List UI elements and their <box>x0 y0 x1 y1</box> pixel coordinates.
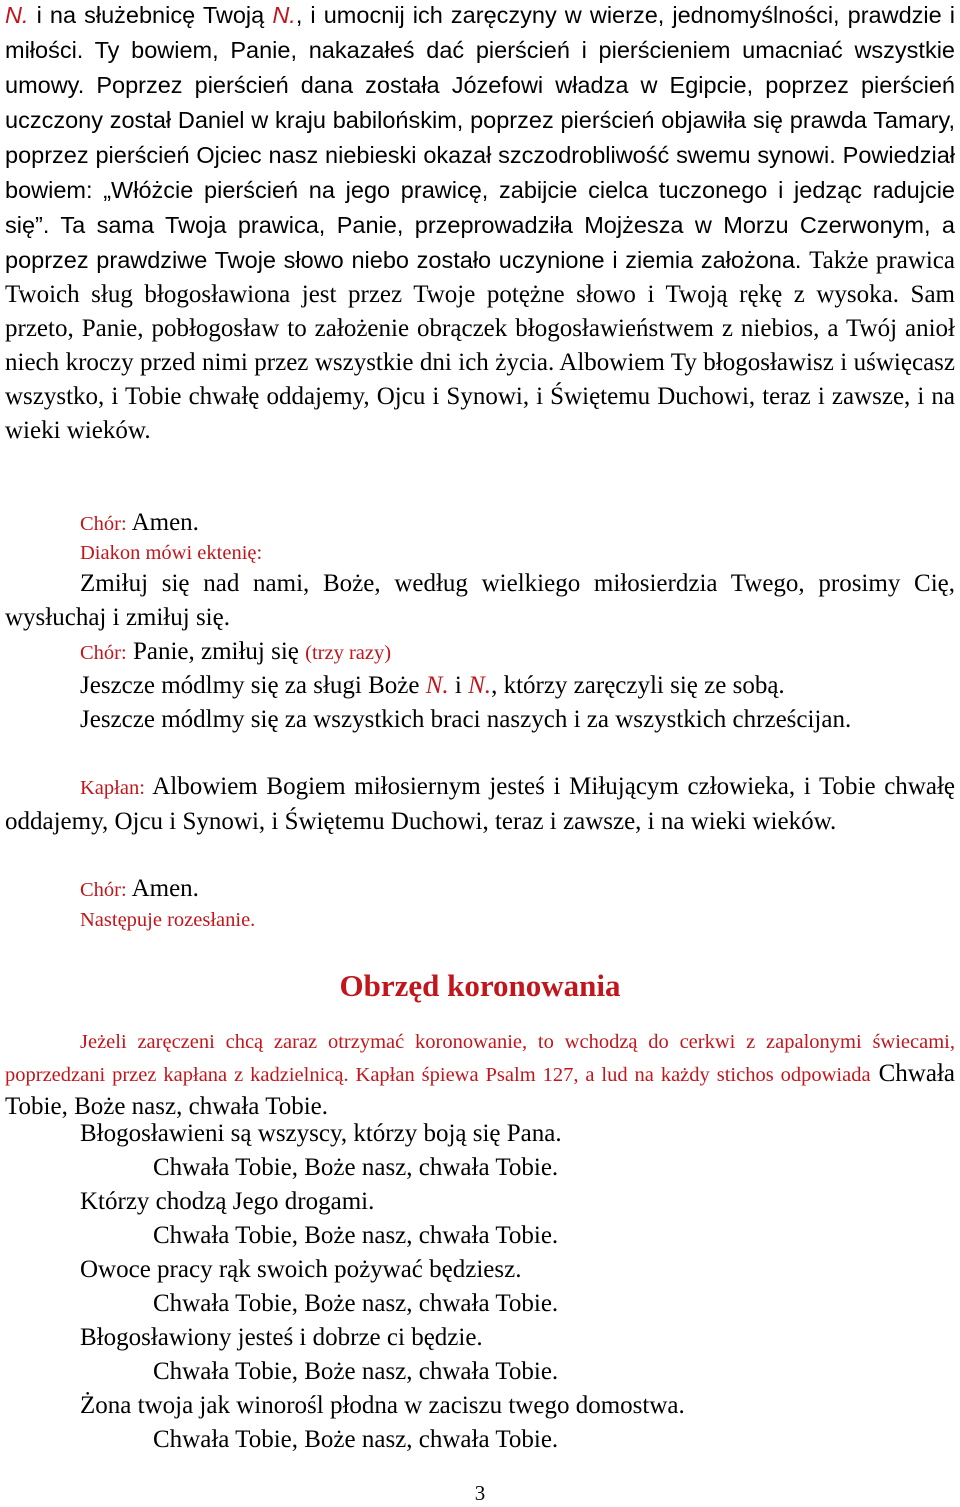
psalm-refrain: Chwała Tobie, Boże nasz, chwała Tobie. <box>153 1426 559 1453</box>
choir-text: Panie, zmiłuj się <box>126 638 306 665</box>
name-placeholder: N. <box>468 672 492 699</box>
psalm-verse: Którzy chodzą Jego drogami. <box>80 1188 375 1215</box>
choir-response <box>80 872 199 907</box>
name-placeholder: N. <box>5 2 29 28</box>
psalm-verse: Żona twoja jak winorośl płodna w zaciszu twego domostwa. <box>80 1392 685 1419</box>
choir-text: Amen. <box>126 875 199 902</box>
prayer-text: Sam przeto, Panie, pobłogosław to założenie obrączek błogosławieństwem z niebios, a Twój anioł niech kroczy przed nimi przez wszystkie dni ich życia. <box>5 281 955 376</box>
psalm-refrain: Chwała Tobie, Boże nasz, chwała Tobie. <box>153 1290 559 1317</box>
page-number: 3 <box>474 1481 486 1505</box>
litany-petition: Zmiłuj się nad nami, Boże, według wielkiego miłosierdzia Twego, prosimy Cię, wysłuchaj i zmiłuj się. <box>5 570 955 631</box>
choir-text: Amen. <box>126 509 199 536</box>
prayer-text: , i umocnij ich zaręczyny w wierze, jednomyślności, prawdzie i miłości. Ty bowiem, Panie, nakazałeś dać pierścień i pierścieniem umacniać wszystkie umowy. <box>5 2 956 98</box>
prayer-text: Poprzez pierścień dana została Józefowi władza w Egipcie, poprzez pierścień uczczony został Daniel w kraju babilońskim, poprzez pierścień objawiła się prawda Tamary, poprzez pierścień Ojciec nasz niebieski okazał szczodrobliwość swemu synowi. Powiedział bowiem: „Włóżcie pierścień na jego prawicę, zabijcie cielca tuczonego i jedząc radujcie się”. <box>5 72 956 238</box>
name-placeholder: N. <box>425 672 449 699</box>
psalm-verse: Błogosławieni są wszyscy, którzy boją się Pana. <box>80 1120 562 1147</box>
prayer-text: i na służebnicę Twoją <box>28 2 273 28</box>
deacon-rubric: Diakon mówi ektenię: <box>80 542 263 564</box>
prayer-text: Albowiem Ty błogosławisz i uświęcasz wszystko, i Tobie chwałę oddajemy, Ojcu i Synowi, i Świętemu Duchowi, teraz i zawsze, i na wieki wieków. <box>5 349 955 444</box>
prayer-paragraph <box>5 0 955 448</box>
section-title: Obrzęd koronowania <box>339 968 621 1003</box>
litany-petition: Jeszcze módlmy się za wszystkich braci naszych i za wszystkich chrześcijan. <box>80 706 852 733</box>
psalm-verse: Owoce pracy rąk swoich pożywać będziesz. <box>80 1256 522 1283</box>
psalm-refrain: Chwała Tobie, Boże nasz, chwała Tobie. <box>153 1222 559 1249</box>
psalm-refrain: Chwała Tobie, Boże nasz, chwała Tobie. <box>153 1358 559 1385</box>
name-placeholder: N. <box>272 2 296 28</box>
repeat-note: (trzy razy) <box>305 642 392 664</box>
litany-petition <box>80 669 785 703</box>
priest-exclamation <box>5 770 955 839</box>
prayer-text: Także prawica Twoich sług błogosławiona jest przez Twoje potężne słowo i Twoją rękę z wysoka. <box>5 247 955 308</box>
psalm-refrain: Chwała Tobie, Boże nasz, chwała Tobie. <box>153 1154 559 1181</box>
petition-text: i <box>448 672 469 699</box>
prayer-text: Ta sama Twoja prawica, Panie, przeprowadziła Mojżesza w Morzu Czerwonym, a poprzez prawdziwe Twoje słowo niebo zostało uczynione i ziemia założona. <box>5 212 955 273</box>
petition-text: Jeszcze módlmy się za sługi Boże <box>80 672 426 699</box>
choir-label: Chór: <box>80 879 127 901</box>
priest-label: Kapłan: <box>80 777 145 799</box>
dismissal-rubric: Następuje rozesłanie. <box>80 909 256 931</box>
choir-label: Chór: <box>80 513 127 535</box>
psalm-verse: Błogosławiony jesteś i dobrze ci będzie. <box>80 1324 483 1351</box>
choir-response <box>80 635 391 670</box>
choir-label: Chór: <box>80 642 127 664</box>
priest-text: Albowiem Bogiem miłosiernym jesteś i Miłującym człowieka, i Tobie chwałę oddajemy, Ojcu i Synowi, i Świętemu Duchowi, teraz i zawsze, i na wieki wieków. <box>5 773 955 835</box>
rubric-text: Jeżeli zaręczeni chcą zaraz otrzymać koronowanie, to wchodzą do cerkwi z zapalonymi świecami, poprzedzani przez kapłana z kadzielnicą. Kapłan śpiewa Psalm 127, a lud na każdy stichos odpowiada <box>5 1031 955 1086</box>
petition-text: , którzy zaręczyli się ze sobą. <box>491 672 785 699</box>
rubric-response: Chwała Tobie, Boże nasz, chwała Tobie. <box>5 1060 955 1120</box>
coronation-rubric <box>5 1027 955 1124</box>
